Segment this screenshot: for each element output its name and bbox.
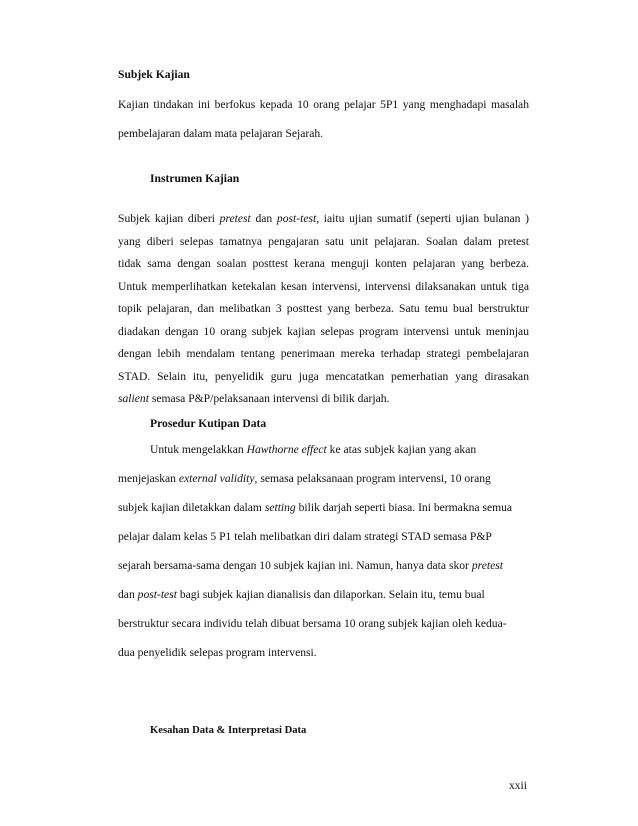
paragraph-line: yang diberi selepas tamatnya pengajaran satu unit pelajaran. Soalan dalam pretest [118,235,529,248]
paragraph-line: Untuk memperlihatkan ketekalan kesan intervensi, intervensi dilaksanakan untuk tiga [118,280,529,293]
paragraph-line: dan post-test bagi subjek kajian dianalisis dan dilaporkan. Selain itu, temu bual [118,588,485,601]
page-number: xxii [508,779,527,792]
heading-instrumen-kajian: Instrumen Kajian [150,172,240,185]
paragraph-line: STAD. Selain itu, penyelidik guru juga mencatatkan pemerhatian yang dirasakan [118,370,529,383]
paragraph-line: topik pelajaran, dan melibatkan 3 posttest yang berbeza. Satu temu bual berstruktur [118,302,529,315]
paragraph-line: pembelajaran dalam mata pelajaran Sejarah. [118,127,324,140]
paragraph-line: Subjek kajian diberi pretest dan post-test, iaitu ujian sumatif (seperti ujian bulanan ) [118,212,529,225]
heading-subjek-kajian: Subjek Kajian [118,68,190,81]
paragraph-line: tidak sama dengan soalan posttest kerana menguji konten pelajaran yang berbeza. [118,257,529,270]
paragraph-line: Kajian tindakan ini berfokus kepada 10 orang pelajar 5P1 yang menghadapi masalah [118,98,529,111]
paragraph-line: dua penyelidik selepas program intervensi. [118,646,317,659]
heading-kesahan-data: Kesahan Data & Interpretasi Data [150,725,307,736]
paragraph-line: subjek kajian diletakkan dalam setting bilik darjah seperti biasa. Ini bermakna semua [118,501,513,514]
paragraph-line: pelajar dalam kelas 5 P1 telah melibatkan diri dalam strategi STAD semasa P&P [118,530,492,543]
paragraph-line: Untuk mengelakkan Hawthorne effect ke atas subjek kajian yang akan [150,443,477,456]
heading-prosedur-kutipan-data: Prosedur Kutipan Data [150,417,267,430]
paragraph-line: salient semasa P&P/pelaksanaan intervensi di bilik darjah. [118,392,390,405]
paragraph-line: diadakan dengan 10 orang subjek kajian selepas program intervensi untuk meninjau [118,325,529,338]
paragraph-line: berstruktur secara individu telah dibuat bersama 10 orang subjek kajian oleh kedua- [118,617,507,630]
paragraph-line: dengan lebih mendalam tentang penerimaan mereka terhadap strategi pembelajaran [118,347,529,360]
paragraph-line: menjejaskan external validity, semasa pelaksanaan program intervensi, 10 orang [118,472,491,485]
paragraph-line: sejarah bersama-sama dengan 10 subjek kajian ini. Namun, hanya data skor pretest [118,559,503,572]
